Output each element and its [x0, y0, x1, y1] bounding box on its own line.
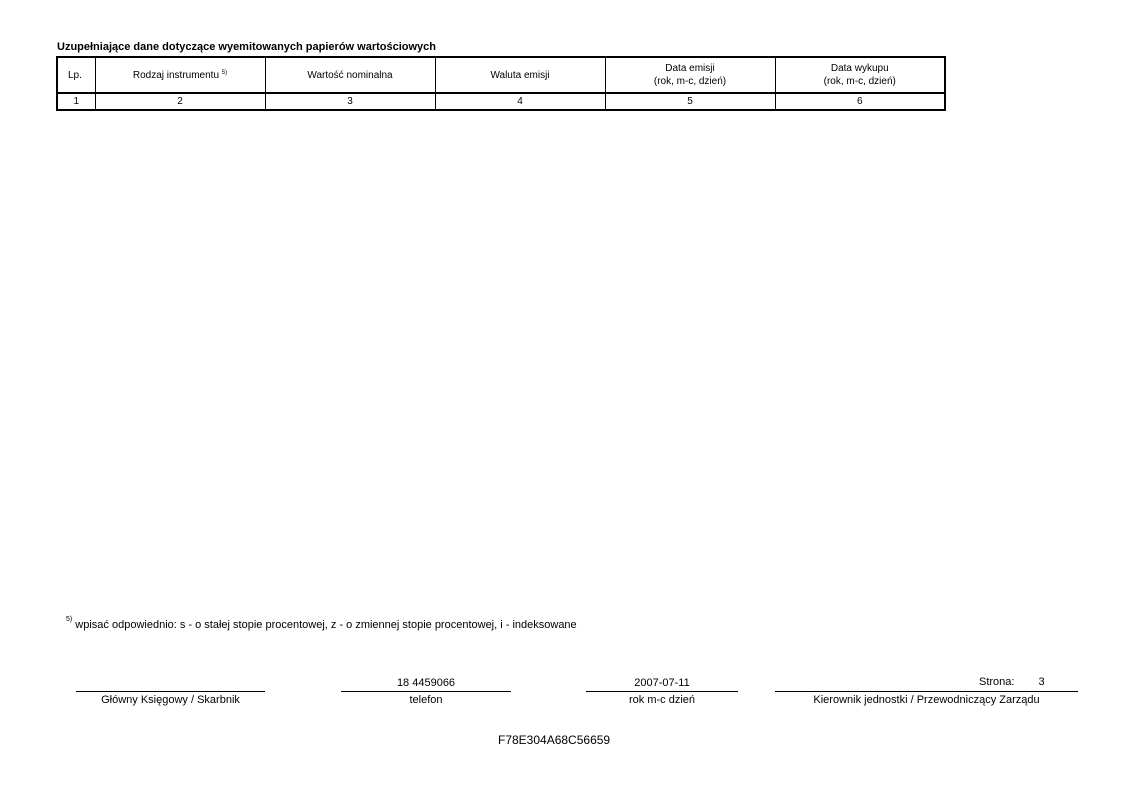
header-redemption-date: Data wykupu (rok, m-c, dzień) — [775, 57, 945, 93]
manager-caption: Kierownik jednostki / Przewodniczący Zarządu — [813, 694, 1040, 706]
date-caption: rok m-c dzień — [628, 694, 696, 706]
signature-line — [76, 691, 265, 692]
page-title: Uzupełniające dane dotyczące wyemitowanych papierów wartościowych — [57, 41, 437, 53]
column-number: 2 — [95, 93, 265, 110]
column-number: 4 — [435, 93, 605, 110]
page-label: Strona: — [979, 676, 1015, 688]
accountant-value — [76, 676, 265, 690]
footnote-ref: 5) — [221, 69, 228, 76]
header-issue-date: Data emisji (rok, m-c, dzień) — [605, 57, 775, 93]
column-number-row — [57, 93, 945, 110]
signature-line — [341, 691, 511, 692]
header-lp: Lp. — [57, 57, 95, 93]
header-currency: Waluta emisji — [435, 57, 605, 93]
phone-caption: telefon — [409, 694, 443, 706]
phone-value: 18 4459066 — [396, 677, 456, 689]
footnote-text: wpisać odpowiednio: s - o stałej stopie procentowej, z - o zmiennej stopie procentowej, i - indeksowane — [75, 619, 577, 631]
table-header-row — [57, 57, 945, 93]
column-number: 3 — [265, 93, 435, 110]
signature-line — [586, 691, 738, 692]
signature-line — [775, 691, 1078, 692]
column-number: 1 — [57, 93, 95, 110]
page-number-value: 3 — [1038, 676, 1045, 688]
column-number: 5 — [605, 93, 775, 110]
footnote-marker: 5) — [66, 616, 73, 623]
footnote — [66, 616, 577, 631]
page-number — [979, 676, 1045, 688]
document-code: F78E304A68C56659 — [498, 733, 611, 747]
header-nominal-value: Wartość nominalna — [265, 57, 435, 93]
signature-phone — [341, 676, 511, 707]
accountant-caption: Główny Księgowy / Skarbnik — [101, 694, 240, 706]
signature-accountant — [76, 676, 265, 707]
securities-table — [56, 56, 946, 111]
header-instrument-type: Rodzaj instrumentu $^{5)}$ — [95, 57, 265, 93]
date-value: 2007-07-11 — [634, 677, 690, 689]
column-number: 6 — [775, 93, 945, 110]
signature-date — [586, 676, 738, 707]
